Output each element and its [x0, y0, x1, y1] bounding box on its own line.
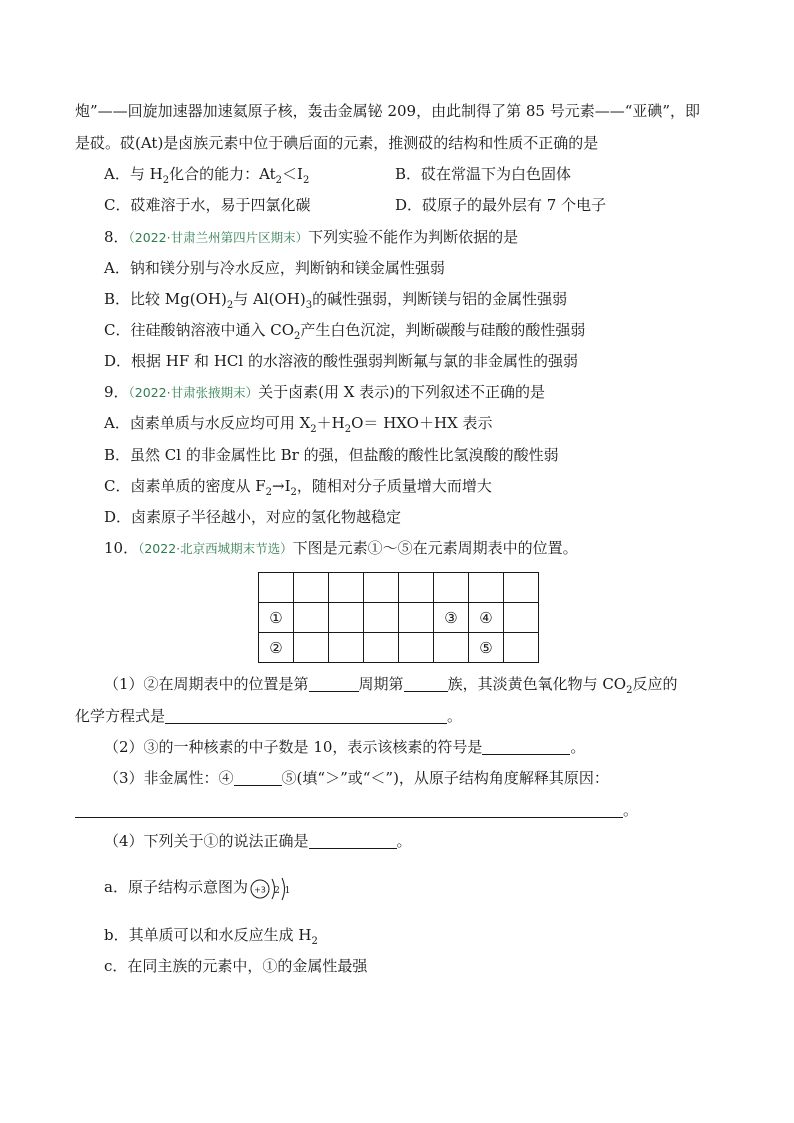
answer-blank[interactable]: [482, 738, 570, 755]
q8-option-b: B．比较 $Mg(OH)_2$与 $Al(OH)_3$的碱性强弱，判断镁与铝的金属性强弱: [104, 290, 568, 311]
table-cell: ①: [259, 603, 294, 633]
q9-option-b: B．虽然 Cl 的非金属性比 Br 的强，但盐酸的酸性比氢溴酸的酸性弱: [104, 446, 559, 464]
periodic-table-fragment: [258, 572, 539, 663]
table-cell: [399, 633, 434, 663]
q7-stem-line1: 炮”——回旋加速器加速氦原子核，轰击金属铋 209，由此制得了第 85 号元素——“亚碘”，即: [75, 102, 701, 120]
q7-option-b: B．砹在常温下为白色固体: [395, 165, 572, 183]
q7-option-c: C．砹难溶于水，易于四氯化碳: [104, 196, 311, 214]
q10-choice-b: b．其单质可以和水反应生成 $H_2$: [104, 926, 318, 947]
table-cell: [434, 633, 469, 663]
answer-blank[interactable]: [309, 675, 359, 692]
q9-option-c: C．卤素单质的密度从 $F_2\to I_2$，随相对分子质量增大而增大: [104, 477, 492, 498]
q10-part1-line2: 化学方程式是 。: [75, 707, 463, 725]
table-cell: ⑤: [469, 633, 504, 663]
q9-option-d: D．卤素原子半径越小，对应的氢化物越稳定: [104, 508, 402, 526]
table-cell: [294, 603, 329, 633]
answer-blank[interactable]: [309, 832, 397, 849]
q10-part1-line1: （1）②在周期表中的位置是第 周期第 族，其淡黄色氧化物与 $CO_2$反应的: [104, 675, 678, 696]
table-cell: [504, 633, 539, 663]
q8-source: （2022·甘肃兰州第四片区期末）: [128, 230, 309, 245]
table-cell: [399, 603, 434, 633]
q8-stem: 8．（2022·甘肃兰州第四片区期末）下列实验不能作为判断依据的是: [104, 228, 519, 246]
q10-part4: （4）下列关于①的说法正确是 。: [104, 832, 412, 850]
q10-choice-a: a．原子结构示意图为: [104, 878, 248, 896]
table-cell: ②: [259, 633, 294, 663]
atom-structure-diagram: [250, 874, 298, 904]
table-row: [259, 633, 539, 663]
table-cell: [294, 633, 329, 663]
table-cell: [434, 573, 469, 603]
q10-stem: 10．（2022·北京西城期末节选）下图是元素①～⑤在元素周期表中的位置。: [104, 539, 578, 557]
answer-blank[interactable]: [234, 769, 282, 786]
table-cell: [469, 573, 504, 603]
q8-number: 8．: [104, 228, 129, 246]
shell2-electrons: 1: [284, 886, 291, 896]
q10-choice-c: c．在同主族的元素中，①的金属性最强: [104, 957, 368, 975]
table-cell: [399, 573, 434, 603]
q8-option-c: C．往硅酸钠溶液中通入 $CO_2$产生白色沉淀，判断碳酸与硅酸的酸性强弱: [104, 321, 586, 342]
q9-source: （2022·甘肃张掖期末）: [128, 385, 259, 400]
q9-stem: 9．（2022·甘肃张掖期末）关于卤素(用 X 表示)的下列叙述不正确的是: [104, 383, 546, 401]
q10-number: 10．: [104, 539, 139, 557]
table-cell: ③: [434, 603, 469, 633]
table-cell: [504, 603, 539, 633]
table-cell: [364, 573, 399, 603]
q9-option-a: A．卤素单质与水反应均可用 $X_2+H_2O= HXO+HX$ 表示: [104, 414, 493, 435]
table-row: [259, 603, 539, 633]
table-cell: [329, 633, 364, 663]
table-cell: [329, 603, 364, 633]
table-cell: ④: [469, 603, 504, 633]
table-cell: [329, 573, 364, 603]
table-cell: [259, 573, 294, 603]
q7-option-d: D．砹原子的最外层有 7 个电子: [395, 196, 607, 214]
q7-option-a: A．与 $H_2$化合的能力：$At_2<I_2$: [104, 165, 310, 186]
table-cell: [364, 633, 399, 663]
q9-number: 9．: [104, 383, 129, 401]
table-cell: [364, 603, 399, 633]
table-row: [259, 573, 539, 603]
shell1-electrons: 2: [274, 886, 280, 896]
answer-blank[interactable]: [404, 675, 448, 692]
q8-option-d: D．根据 HF 和 HCl 的水溶液的酸性强弱判断氟与氯的非金属性的强弱: [104, 352, 578, 370]
q10-part2: （2）③的一种核素的中子数是 10，表示该核素的符号是 。: [104, 738, 586, 756]
q10-part3-line2: 。: [75, 800, 638, 820]
answer-blank[interactable]: [165, 707, 447, 724]
nucleus-charge: +3: [254, 885, 266, 895]
q7-stem-line2: 是砹。砹(At)是卤族元素中位于碘后面的元素，推测砹的结构和性质不正确的是: [75, 134, 599, 152]
q10-source: （2022·北京西城期末节选）: [138, 541, 293, 556]
q10-part3-line1: （3）非金属性：④ ⑤(填“＞”或“＜”)，从原子结构角度解释其原因：: [104, 769, 609, 787]
q8-option-a: A．钠和镁分别与冷水反应，判断钠和镁金属性强弱: [104, 259, 445, 277]
table-cell: [294, 573, 329, 603]
answer-blank[interactable]: [75, 801, 623, 818]
table-cell: [504, 573, 539, 603]
